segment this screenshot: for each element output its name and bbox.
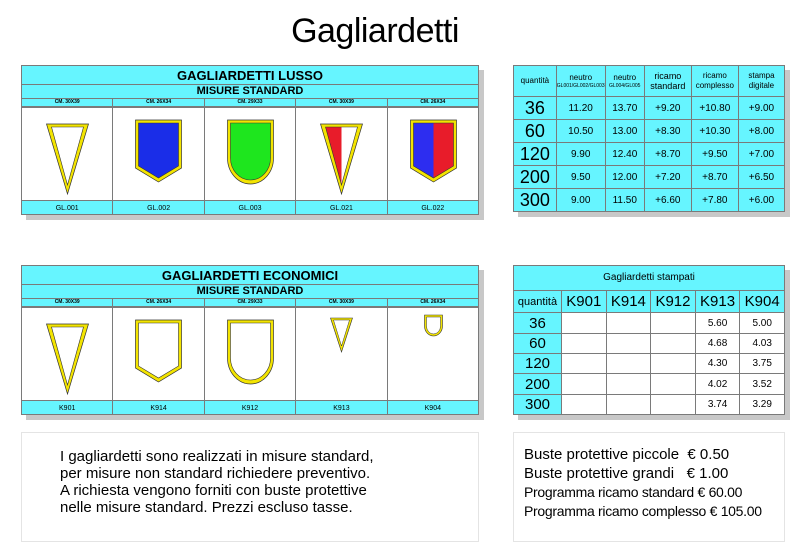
table-row (514, 333, 785, 353)
item-size: CM. 26X34 (388, 98, 478, 107)
item-code: GL.021 (329, 205, 353, 212)
price-cell: 12.40 (605, 143, 644, 166)
price-cell: 12.00 (605, 166, 644, 189)
qty-cell: 36 (514, 313, 562, 333)
qty-cell: 120 (514, 354, 562, 374)
item-size: CM. 26X34 (113, 98, 203, 107)
qty-cell: 300 (514, 394, 562, 414)
price-cell: +8.30 (644, 120, 691, 143)
economici-item-k913 (295, 298, 386, 415)
table-row (514, 120, 785, 143)
pennant-image (296, 307, 386, 401)
table-row (514, 374, 785, 394)
item-code: K914 (150, 405, 167, 412)
price-cell (606, 374, 651, 394)
stampati-col-quantita: quantità (514, 290, 562, 313)
col-stampa-digitale: stampa digitale (738, 66, 784, 97)
stampati-panel (513, 265, 785, 415)
extras-line-4: Programma ricamo complesso € 105.00 (524, 503, 762, 519)
price-cell: +7.80 (691, 189, 738, 212)
lusso-subtitle: MISURE STANDARD (22, 84, 478, 99)
item-code: K913 (333, 405, 350, 412)
pennant-image (205, 107, 295, 201)
economici-catalog-panel (21, 265, 479, 415)
col-neutro-2-label: neutro (613, 72, 637, 82)
item-size: CM. 30X39 (22, 98, 112, 107)
price-cell: 13.70 (605, 97, 644, 120)
item-code: GL.001 (55, 205, 79, 212)
lusso-items (22, 98, 478, 215)
price-cell: +6.50 (738, 166, 784, 189)
item-size: CM. 30X39 (296, 98, 386, 107)
price-cell (651, 333, 696, 353)
price-cell (651, 354, 696, 374)
price-cell: +8.70 (691, 166, 738, 189)
col-neutro-1 (556, 66, 605, 97)
stampati-col-k913: K913 (695, 290, 740, 313)
extras-line-3: Programma ricamo standard € 60.00 (524, 484, 743, 500)
price-cell: 11.50 (605, 189, 644, 212)
table-row (514, 189, 785, 212)
pennant-image (296, 107, 386, 201)
extras-panel (513, 432, 785, 542)
price-cell: 9.50 (556, 166, 605, 189)
price-cell (651, 313, 696, 333)
lusso-item-gl021 (295, 98, 386, 215)
item-code: GL.022 (421, 205, 445, 212)
price-cell: 4.03 (740, 333, 785, 353)
lusso-item-gl003 (204, 98, 295, 215)
notes-line-3: A richiesta vengono forniti con buste protettive (60, 482, 367, 499)
table-row (514, 313, 785, 333)
lusso-item-gl001 (22, 98, 112, 215)
price-cell (562, 354, 607, 374)
item-size: CM. 29X33 (205, 298, 295, 307)
price-cell: 3.52 (740, 374, 785, 394)
price-cell (562, 333, 607, 353)
item-code: K904 (424, 405, 441, 412)
price-cell: 4.30 (695, 354, 740, 374)
price-cell (606, 313, 651, 333)
item-code: GL.003 (238, 205, 262, 212)
price-cell (562, 374, 607, 394)
qty-cell: 36 (514, 97, 557, 120)
page-title: Gagliardetti (291, 12, 459, 50)
lusso-item-gl002 (112, 98, 203, 215)
price-cell (651, 374, 696, 394)
qty-cell: 60 (514, 120, 557, 143)
notes-line-2: per misure non standard richiedere preventivo. (60, 465, 371, 482)
pennant-image (205, 307, 295, 401)
pennant-image (388, 307, 478, 401)
pennant-image (113, 307, 203, 401)
price-cell: +6.00 (738, 189, 784, 212)
extras-line-1: Buste protettive piccole € 0.50 (524, 446, 730, 463)
pennant-image (388, 107, 478, 201)
price-cell: 10.50 (556, 120, 605, 143)
price-cell: 3.74 (695, 394, 740, 414)
item-code: K912 (241, 405, 259, 412)
notes-panel (21, 432, 479, 542)
price-cell: +6.60 (644, 189, 691, 212)
price-cell: +9.20 (644, 97, 691, 120)
item-size: CM. 30X39 (296, 298, 386, 307)
table-row (514, 354, 785, 374)
pennant-image (113, 107, 203, 201)
price-cell: +8.70 (644, 143, 691, 166)
economici-item-k904 (387, 298, 478, 415)
price-cell: +9.00 (738, 97, 784, 120)
lusso-title: GAGLIARDETTI LUSSO (177, 68, 323, 83)
economici-item-k914 (112, 298, 203, 415)
notes-line-4: nelle misure standard. Prezzi escluso tasse. (60, 499, 353, 516)
item-size: CM. 26X34 (388, 298, 478, 307)
pennant-image (22, 307, 112, 401)
col-neutro-1-label: neutro (569, 72, 593, 82)
item-code: K901 (59, 405, 76, 412)
price-cell: +8.00 (738, 120, 784, 143)
qty-cell: 60 (514, 333, 562, 353)
economici-items (22, 298, 478, 415)
item-code: GL.002 (147, 205, 171, 212)
price-cell: +9.50 (691, 143, 738, 166)
stampati-col-k912: K912 (651, 290, 696, 313)
col-neutro-2-codes: GL004/GL005 (609, 82, 641, 89)
stampati-col-k904: K904 (740, 290, 785, 313)
economici-title: GAGLIARDETTI ECONOMICI (161, 268, 339, 283)
price-cell: 9.90 (556, 143, 605, 166)
table-row (514, 97, 785, 120)
stampati-title: Gagliardetti stampati (514, 266, 785, 291)
col-ricamo-standard: ricamo standard (644, 66, 691, 97)
lusso-price-panel (513, 65, 785, 212)
table-row (514, 166, 785, 189)
price-cell: 9.00 (556, 189, 605, 212)
price-cell: 13.00 (605, 120, 644, 143)
qty-cell: 120 (514, 143, 557, 166)
qty-cell: 300 (514, 189, 557, 212)
lusso-price-table (513, 65, 785, 212)
item-size: CM. 29X33 (205, 98, 295, 107)
price-cell: 11.20 (556, 97, 605, 120)
price-cell: 3.75 (740, 354, 785, 374)
price-cell (606, 333, 651, 353)
price-cell: +7.00 (738, 143, 784, 166)
economici-subtitle: MISURE STANDARD (22, 284, 478, 299)
qty-cell: 200 (514, 166, 557, 189)
item-size: CM. 26X34 (113, 298, 203, 307)
col-neutro-2 (605, 66, 644, 97)
price-cell: 5.60 (695, 313, 740, 333)
price-cell: 4.68 (695, 333, 740, 353)
economici-item-k912 (204, 298, 295, 415)
notes-line-1: I gagliardetti sono realizzati in misure standard, (60, 448, 374, 465)
price-cell: +10.30 (691, 120, 738, 143)
pennant-image (22, 107, 112, 201)
price-cell (606, 394, 651, 414)
price-cell (562, 394, 607, 414)
col-quantita: quantità (514, 66, 557, 97)
lusso-catalog-panel (21, 65, 479, 215)
notes-text (60, 448, 470, 516)
price-cell: +10.80 (691, 97, 738, 120)
stampati-table (513, 265, 785, 415)
price-cell: 5.00 (740, 313, 785, 333)
col-neutro-1-codes: GL001/GL002/GL003 (556, 82, 605, 89)
lusso-item-gl022 (387, 98, 478, 215)
price-cell: +7.20 (644, 166, 691, 189)
price-cell: 4.02 (695, 374, 740, 394)
table-row (514, 394, 785, 414)
extras-line-2: Buste protettive grandi € 1.00 (524, 465, 729, 482)
table-row (514, 143, 785, 166)
price-cell: 3.29 (740, 394, 785, 414)
stampati-col-k914: K914 (606, 290, 651, 313)
economici-item-k901 (22, 298, 112, 415)
col-ricamo-complesso: ricamo complesso (691, 66, 738, 97)
item-size: CM. 30X39 (22, 298, 112, 307)
price-cell (562, 313, 607, 333)
extras-text (524, 445, 784, 521)
price-cell (651, 394, 696, 414)
stampati-col-k901: K901 (562, 290, 607, 313)
price-cell (606, 354, 651, 374)
qty-cell: 200 (514, 374, 562, 394)
